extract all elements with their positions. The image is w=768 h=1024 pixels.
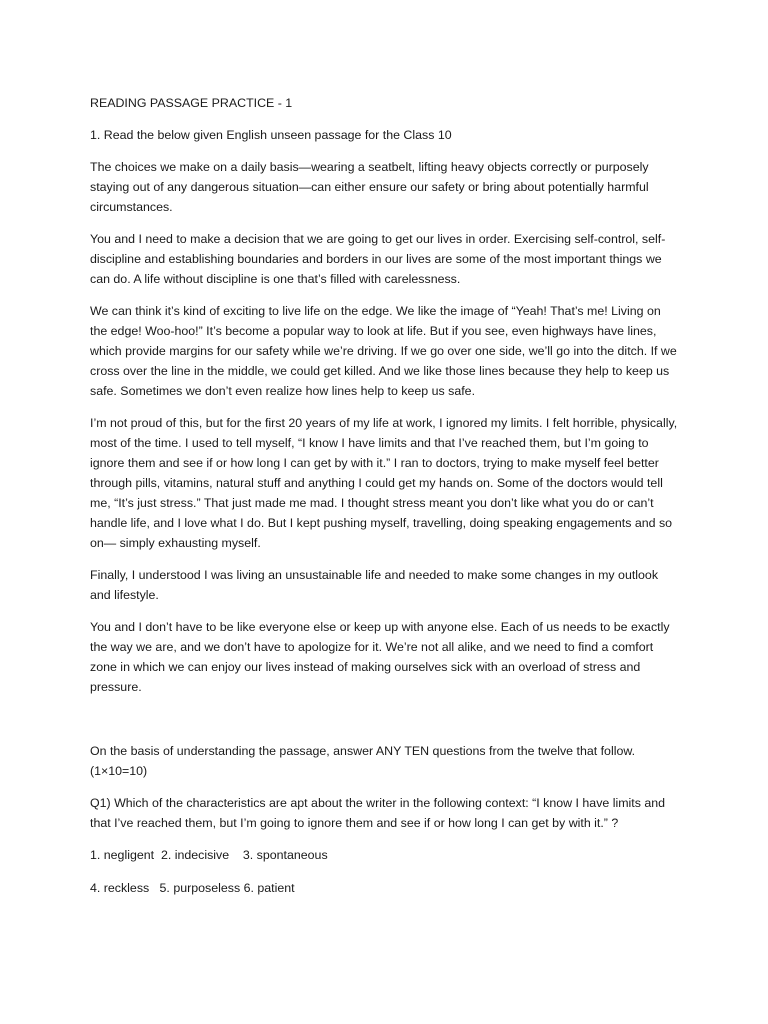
passage-paragraph: You and I don’t have to be like everyone else or keep up with anyone else. Each of us needs to be exactly the way we are, and we don’t have to apologize for it. We’re not all alike, and we need to find a comfort zone in which we can enjoy our lives instead of making ourselves sick with an overload of stress and pressure.	[90, 620, 670, 694]
passage-instruction: 1. Read the below given English unseen passage for the Class 10	[90, 128, 452, 142]
passage-paragraph: We can think it’s kind of exciting to live life on the edge. We like the image of “Yeah! That’s me! Living on the edge! Woo-hoo!” It’s become a popular way to look at life. But if you see, even highways have lines, which provide margins for our safety while we’re driving. If we go over one side, we’ll go into the ditch. If we cross over the line in the middle, we could get killed. And we like those lines because they help to keep us safe. Sometimes we don’t even realize how lines help to keep us safe.	[90, 304, 677, 398]
document-title: READING PASSAGE PRACTICE - 1	[90, 96, 293, 110]
question-text: Q1) Which of the characteristics are apt about the writer in the following context: “I know I have limits and that I’ve reached them, but I’m going to ignore them and see if or how long I can get by with it.” ?	[90, 796, 666, 830]
passage-paragraph: Finally, I understood I was living an unsustainable life and needed to make some changes in my outlook and lifestyle.	[90, 568, 659, 602]
passage-paragraph: You and I need to make a decision that we are going to get our lives in order. Exercising self-control, self-discipline and establishing boundaries and borders in our lives are some of the most important things we can do. A life without discipline is one that’s filled with carelessness.	[90, 232, 666, 286]
question-options-line	[90, 845, 680, 865]
question-options-line	[90, 878, 680, 898]
passage-paragraph: I’m not proud of this, but for the first 20 years of my life at work, I ignored my limits. I felt horrible, physically, most of the time. I used to tell myself, “I know I have limits and that I’ve reached them, but I’m going to ignore them and see if or how long I can get by with it.” I ran to doctors, trying to make myself feel better through pills, vitamins, natural stuff and anything I could get my hands on. Some of the doctors would tell me, “It’s just stress.” That just made me mad. I thought stress meant you don’t like what you do or can’t handle life, and I love what I do. But I kept pushing myself, travelling, doing speaking engagements and so on— simply exhausting myself.	[90, 416, 678, 550]
document-page	[90, 93, 680, 911]
options-text: 1. negligent 2. indecisive 3. spontaneous	[90, 848, 328, 862]
passage-paragraph: The choices we make on a daily basis—wearing a seatbelt, lifting heavy objects correctly or purposely staying out of any dangerous situation—can either ensure our safety or bring about potentially harmful circumstances.	[90, 160, 649, 214]
questions-instruction: On the basis of understanding the passage, answer ANY TEN questions from the twelve that follow. (1×10=10)	[90, 744, 636, 778]
options-text: 4. reckless 5. purposeless 6. patient	[90, 881, 295, 895]
